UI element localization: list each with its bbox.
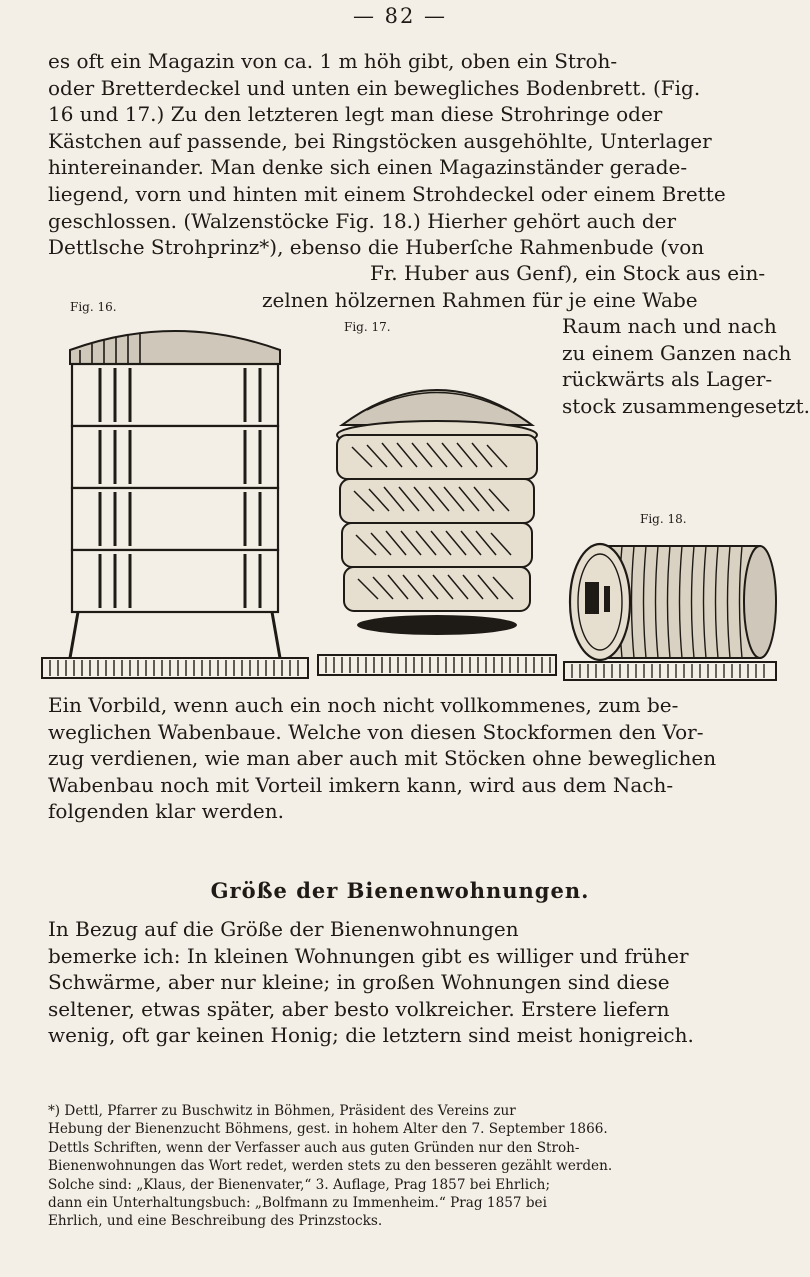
text-line: seltener, etwas später, aber besto volkreicher. Erstere liefern (48, 996, 670, 1021)
footnote-line: Bienenwohnungen das Wort redet, werden stets zu den besseren gezählt werden. (48, 1158, 613, 1175)
figure-17-label: Fig. 17. (344, 320, 391, 334)
footnote (48, 1102, 768, 1231)
text-line: Raum nach und nach (562, 314, 777, 338)
text-line: liegend, vorn und hinten mit einem Strohdeckel oder einem Brette (48, 181, 726, 206)
text-line: stock zusammengesetzt. (562, 393, 810, 418)
text-line: wenig, oft gar keinen Honig; die letztern sind meist honigreich. (48, 1023, 694, 1048)
text-line: Wabenbau noch mit Vorteil imkern kann, wird aus dem Nach- (48, 772, 674, 797)
text-line: oder Bretterdeckel und unten ein bewegliches Bodenbrett. (Fig. (48, 75, 701, 100)
text-line: es oft ein Magazin von ca. 1 m höh gibt, oben ein Stroh- (48, 49, 618, 73)
footnote-line: *) Dettl, Pfarrer zu Buschwitz in Böhmen, Präsident des Vereins zur (48, 1103, 516, 1119)
section-heading: Größe der Bienenwohnungen. (210, 878, 590, 903)
figure-18-label: Fig. 18. (640, 512, 687, 526)
text-line: rückwärts als Lager- (562, 367, 773, 392)
figure-16-label: Fig. 16. (70, 300, 117, 314)
text-line: Ein Vorbild, wenn auch ein noch nicht vollkommenes, zum be- (48, 693, 679, 717)
text-line: folgenden klar werden. (48, 799, 284, 824)
footnote-line: dann ein Unterhaltungsbuch: „Bolfmann zu Immenheim.“ Prag 1857 bei (48, 1195, 547, 1212)
text-line: Kästchen auf passende, bei Ringstöcken ausgehöhlte, Unterlager (48, 128, 712, 153)
text-line: Fr. Huber aus Genf), ein Stock aus ein- (370, 261, 766, 285)
text-line: zug verdienen, wie man aber auch mit Stöcken ohne beweglichen (48, 746, 717, 771)
text-line: Schwärme, aber nur kleine; in großen Wohnungen sind diese (48, 970, 670, 995)
text-line: bemerke ich: In kleinen Wohnungen gibt es williger und früher (48, 943, 689, 968)
figure-16-magazine-hive (40, 320, 310, 685)
middle-paragraph (48, 692, 768, 825)
text-line: 16 und 17.) Zu den letzteren legt man diese Strohringe oder (48, 102, 663, 127)
text-line: hintereinander. Man denke sich einen Magazinständer gerade- (48, 155, 688, 180)
text-line: In Bezug auf die Größe der Bienenwohnungen (48, 917, 519, 941)
text-line: zelnen hölzernen Rahmen für je eine Wabe (262, 288, 698, 312)
text-line: zu einem Ganzen nach (562, 340, 792, 365)
footnote-line: Ehrlich, und eine Beschreibung des Prinzstocks. (48, 1213, 383, 1230)
text-line: geschlossen. (Walzenstöcke Fig. 18.) Hierher gehört auch der (48, 208, 677, 233)
footnote-line: Solche sind: „Klaus, der Bienenvater,“ 3. Auflage, Prag 1857 bei Ehrlich; (48, 1176, 551, 1193)
page-number: — 82 — (352, 4, 448, 28)
figure-17-straw-ring-hive (312, 335, 562, 685)
footnote-line: Dettls Schriften, wenn der Verfasser auch aus guten Gründen nur den Stroh- (48, 1139, 580, 1156)
footnote-line: Hebung der Bienenzucht Böhmens, gest. in hohem Alter den 7. September 1866. (48, 1121, 608, 1138)
section-paragraph (48, 916, 768, 1049)
figure-18-cylinder-hive (560, 532, 780, 684)
text-line: weglichen Wabenbaue. Welche von diesen Stockformen den Vor- (48, 719, 704, 744)
text-line: Dettlsche Strohprinz*), ebenso die Huberſche Rahmenbude (von (48, 235, 705, 260)
